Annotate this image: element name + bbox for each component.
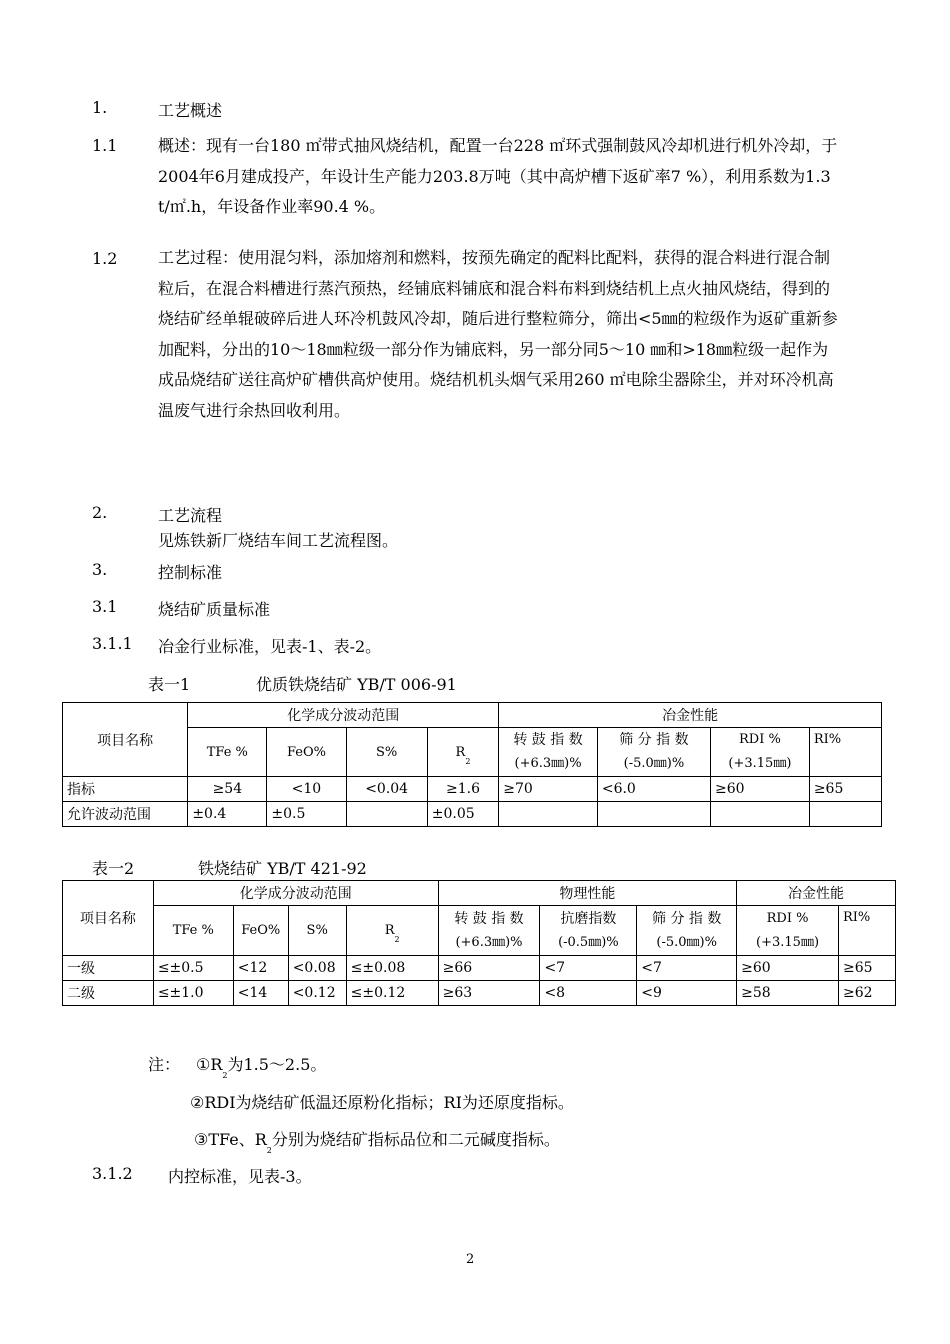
section-3-1-1-number: 3.1.1 (92, 634, 133, 653)
table-2-header-sieve-label: 筛 分 指 数 (652, 910, 722, 927)
table-cell (809, 802, 881, 827)
table-1-header-tfe: TFe % (188, 728, 267, 777)
table-cell: ≥54 (188, 777, 267, 802)
section-1-2-text: 工艺过程：使用混匀料，添加熔剂和燃料，按预先确定的配料比配料，获得的混合料进行混合制粒后，在混合料槽进行蒸汽预热，经铺底料铺底和混合料布料到烧结机上点火抽风烧结，得到的烧结矿经单辊破碎后进人环冷机鼓风冷却，随后进行整粒筛分，筛出<5㎜的粒级作为返矿重新参加配料，分出的10～18㎜粒级一部分作为铺底料，另一部分同5～10 ㎜和>18㎜粒级一起作为成品烧结矿送往高炉矿槽供高炉使用。烧结机机头烟气采用260 ㎡电除尘器除尘，并对环冷机高温废气进行余热回收利用。 (158, 248, 838, 420)
table-2-header-feo: FeO% (233, 906, 288, 956)
table-1-header-ri: RI% (809, 728, 881, 777)
table-2-header-abrasion (540, 906, 637, 956)
table-cell: ≤±0.5 (153, 956, 233, 981)
section-1-number: 1. (92, 98, 108, 117)
section-1-2-number: 1.2 (92, 249, 118, 268)
table-cell: ≥60 (737, 956, 839, 981)
table-cell: <10 (267, 777, 346, 802)
table-cell: ≥62 (838, 981, 895, 1006)
table-1-header-rdi-unit: (+3.15㎜) (728, 756, 792, 771)
table-2-header-abrasion-label: 抗磨指数 (560, 910, 617, 927)
table-cell: <7 (540, 956, 637, 981)
table-row (63, 802, 882, 827)
table-1-header-chem: 化学成分波动范围 (188, 703, 499, 728)
table-cell: ≤±0.08 (346, 956, 438, 981)
table-cell (711, 802, 810, 827)
table-cell: ≥65 (838, 956, 895, 981)
table-2-header-r-subscript: 2 (394, 935, 400, 944)
note-1-subscript: 2 (222, 1071, 228, 1080)
table-1-header-r-subscript: 2 (465, 756, 471, 766)
section-1-title: 工艺概述 (158, 101, 223, 120)
section-3-number: 3. (92, 560, 108, 579)
table-cell: 允许波动范围 (63, 802, 188, 827)
table-cell: <9 (637, 981, 737, 1006)
table-2-header-drum-unit: (+6.3㎜)% (455, 934, 523, 950)
table-2-header-drum (438, 906, 540, 956)
table-cell: ≤±0.12 (346, 981, 438, 1006)
note-1 (196, 1052, 327, 1080)
table-2-header-drum-label: 转 鼓 指 数 (454, 910, 524, 927)
table-2-header-phys: 物理性能 (438, 881, 737, 906)
note-3 (194, 1127, 560, 1155)
table-2 (62, 880, 896, 1006)
table-cell (346, 802, 427, 827)
table-2-header-r (346, 906, 438, 956)
table-cell: <7 (637, 956, 737, 981)
table-cell: ≥1.6 (427, 777, 498, 802)
section-3-1-2-text: 内控标准，见表-3。 (168, 1167, 312, 1186)
table-2-header-met: 冶金性能 (737, 881, 896, 906)
table-cell: <14 (233, 981, 288, 1006)
note-3-text-b: 分别为烧结矿指标品位和二元碱度指标。 (271, 1130, 560, 1149)
table-1-header-r-label: R (455, 744, 466, 760)
table-cell: ≥63 (438, 981, 540, 1006)
section-1-1-text: 概述：现有一台180 ㎡带式抽风烧结机，配置一台228 ㎡环式强制鼓风冷却机进行机外冷却，于2004年6月建成投产，年设计生产能力203.8万吨（其中高炉槽下返矿率7 %），利用系数为1.3 t/㎡.h，年设备作业率90.4 %。 (158, 136, 838, 216)
table-cell: ≤±1.0 (153, 981, 233, 1006)
table-row (63, 956, 896, 981)
note-1-text-a: ①R (196, 1055, 223, 1074)
table-2-header-ri: RI% (838, 906, 895, 956)
table-cell: ≥65 (809, 777, 881, 802)
table-cell: <6.0 (597, 777, 710, 802)
table-2-header-rdi (737, 906, 839, 956)
table-1-header-drum-unit: (+6.3㎜)% (514, 756, 582, 771)
section-3-1-1-text: 冶金行业标准，见表-1、表-2。 (158, 637, 382, 656)
table-cell (597, 802, 710, 827)
section-2-number: 2. (92, 503, 108, 522)
table-1-header-drum (499, 728, 598, 777)
table-cell: <8 (540, 981, 637, 1006)
table-1-header-drum-label: 转 鼓 指 数 (513, 732, 583, 748)
table-2-caption-number: 表一2 (92, 859, 135, 878)
table-1-header-s: S% (346, 728, 427, 777)
table-2-header-chem: 化学成分波动范围 (153, 881, 438, 906)
table-1-header-rdi-label: RDI % (738, 732, 781, 747)
table-cell: ≥66 (438, 956, 540, 981)
table-1-header-item: 项目名称 (63, 703, 188, 777)
table-cell: ±0.5 (267, 802, 346, 827)
table-1-header-r (427, 728, 498, 777)
section-3-title: 控制标准 (158, 563, 223, 582)
table-2-header-tfe: TFe % (153, 906, 233, 956)
table-2-header-abrasion-unit: (-0.5㎜)% (558, 934, 619, 950)
table-1 (62, 702, 882, 827)
table-1-header-sieve (597, 728, 710, 777)
note-2: ②RDI为烧结矿低温还原粉化指标；RI为还原度指标。 (190, 1093, 574, 1112)
table-1-caption-number: 表一1 (148, 675, 191, 694)
section-2-title: 工艺流程 (158, 506, 223, 525)
section-3-1-number: 3.1 (92, 597, 118, 616)
table-cell (499, 802, 598, 827)
table-cell: ≥58 (737, 981, 839, 1006)
section-3-1-title: 烧结矿质量标准 (158, 600, 271, 619)
section-2-text: 见炼铁新厂烧结车间工艺流程图。 (158, 531, 399, 550)
table-cell: 一级 (63, 956, 154, 981)
table-cell: ±0.4 (188, 802, 267, 827)
table-2-header-rdi-unit: (+3.15㎜) (756, 934, 820, 950)
table-cell: ±0.05 (427, 802, 498, 827)
table-2-header-sieve (637, 906, 737, 956)
note-3-text-a: ③TFe、R (194, 1130, 267, 1149)
page-number: 2 (466, 1252, 475, 1267)
table-2-header-r-label: R (384, 923, 395, 938)
table-2-header-item: 项目名称 (63, 881, 154, 956)
notes-label: 注： (148, 1055, 181, 1074)
table-2-caption: 铁烧结矿 YB/T 421-92 (198, 859, 367, 878)
table-2-header-s: S% (288, 906, 346, 956)
table-1-caption: 优质铁烧结矿 YB/T 006-91 (256, 675, 457, 694)
table-cell: ≥60 (711, 777, 810, 802)
table-1-header-rdi (711, 728, 810, 777)
note-1-text-b: 为1.5～2.5。 (227, 1055, 327, 1074)
table-row (63, 981, 896, 1006)
table-cell: <0.12 (288, 981, 346, 1006)
table-cell: 指标 (63, 777, 188, 802)
table-cell: <0.08 (288, 956, 346, 981)
section-3-1-2-number: 3.1.2 (92, 1164, 133, 1183)
table-1-header-met: 冶金性能 (499, 703, 882, 728)
note-3-subscript: 2 (266, 1146, 272, 1155)
table-1-header-sieve-unit: (-5.0㎜)% (623, 756, 685, 771)
table-row (63, 777, 882, 802)
table-1-header-feo: FeO% (267, 728, 346, 777)
table-1-header-sieve-label: 筛 分 指 数 (619, 732, 689, 748)
table-cell: <0.04 (346, 777, 427, 802)
section-1-1-number: 1.1 (92, 136, 118, 155)
table-cell: 二级 (63, 981, 154, 1006)
table-cell: ≥70 (499, 777, 598, 802)
table-cell: <12 (233, 956, 288, 981)
table-2-header-sieve-unit: (-5.0㎜)% (656, 934, 717, 950)
table-2-header-rdi-label: RDI % (766, 910, 809, 926)
